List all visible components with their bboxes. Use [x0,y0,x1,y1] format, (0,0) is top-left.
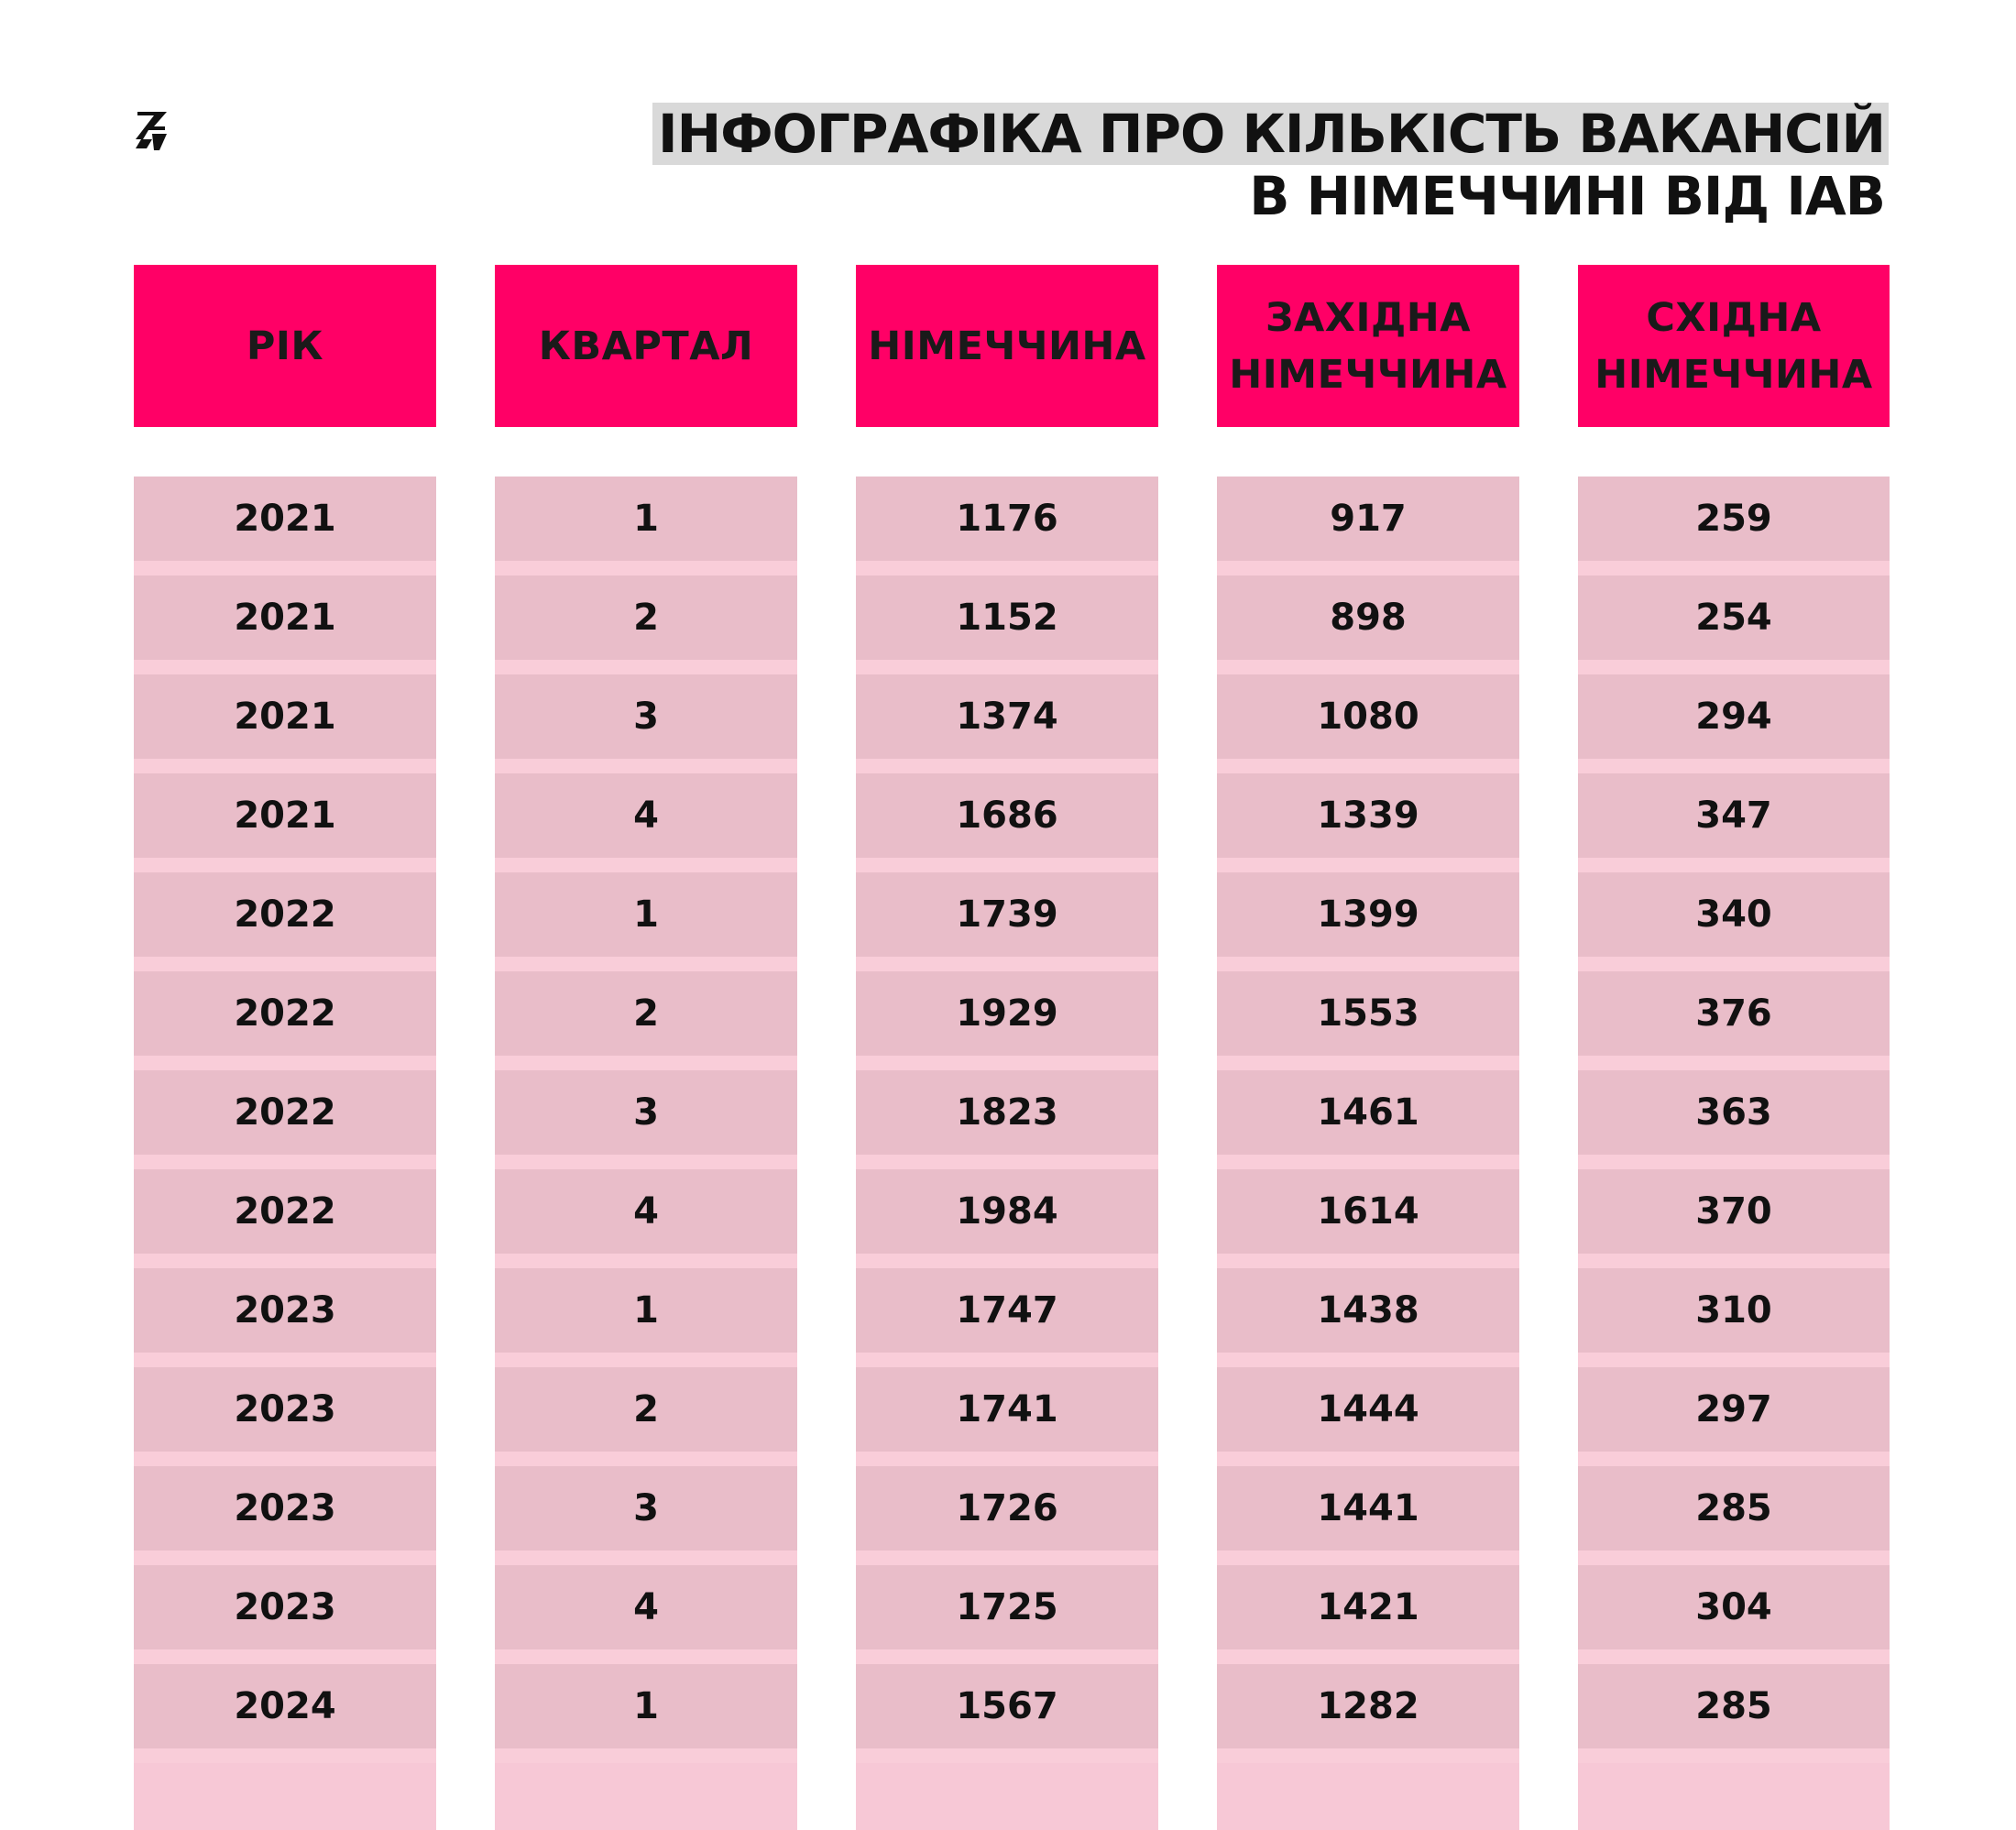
column-header [856,265,1158,427]
table-cell: 1567 [856,1664,1158,1748]
table-cell: 1441 [1217,1466,1519,1551]
table-cell: 1 [495,1664,797,1748]
table-cell: 347 [1578,773,1890,858]
table-cell: 1739 [856,872,1158,957]
table-cell: 2022 [134,971,436,1056]
column-header [1578,265,1890,427]
table-cell: 1823 [856,1070,1158,1155]
table-cell: 1080 [1217,674,1519,759]
table-cell: 1 [495,872,797,957]
table-cell: 1614 [1217,1169,1519,1254]
table-row [134,674,1890,773]
column-header [495,265,797,427]
table-cell: 1282 [1217,1664,1519,1748]
column-header-line: ЗАХІДНА [1265,294,1472,341]
table-cell: 1339 [1217,773,1519,858]
table-cell: 1176 [856,477,1158,561]
table-cell: 2 [495,575,797,660]
table-cell: 285 [1578,1664,1890,1748]
table-cell: 294 [1578,674,1890,759]
table-row [134,1565,1890,1664]
table-cell: 2 [495,971,797,1056]
table-row [134,1070,1890,1169]
table-cell: 1725 [856,1565,1158,1649]
table-cell: 310 [1578,1268,1890,1353]
z-logo-icon [134,106,170,154]
table-cell: 3 [495,1466,797,1551]
table-cell: 4 [495,1565,797,1649]
table-cell: 4 [495,773,797,858]
table-cell: 917 [1217,477,1519,561]
column-header-line: КВАРТАЛ [538,323,754,369]
table-cell: 1 [495,1268,797,1353]
title-line-1: ІНФОГРАФІКА ПРО КІЛЬКІСТЬ ВАКАНСІЙ [652,103,1889,165]
table-cell: 1421 [1217,1565,1519,1649]
table-cell: 285 [1578,1466,1890,1551]
table-cell: 259 [1578,477,1890,561]
table-cell: 1399 [1217,872,1519,957]
table-cell: 2023 [134,1466,436,1551]
table-cell: 2024 [134,1664,436,1748]
table-cell: 304 [1578,1565,1890,1649]
table-cell: 2021 [134,773,436,858]
table-row [134,773,1890,872]
table-cell: 1438 [1217,1268,1519,1353]
column-header-line: НІМЕЧЧИНА [1229,351,1507,398]
table-row [134,1664,1890,1763]
table-cell: 363 [1578,1070,1890,1155]
column-header [1217,265,1519,427]
table-cell: 1929 [856,971,1158,1056]
column-header-line: НІМЕЧЧИНА [1594,351,1873,398]
table-cell: 3 [495,674,797,759]
title-line-2: В НІМЕЧЧИНІ ВІД IAB [1249,165,1885,227]
table-row [134,1466,1890,1565]
table-cell: 2021 [134,477,436,561]
table-row [134,971,1890,1070]
column-header-line: РІК [246,323,324,369]
table-cell: 3 [495,1070,797,1155]
table-cell: 1152 [856,575,1158,660]
column-header [134,265,436,427]
table-cell: 1686 [856,773,1158,858]
table-cell: 2021 [134,575,436,660]
column-header-line: СХІДНА [1646,294,1822,341]
table-cell: 1444 [1217,1367,1519,1452]
table-row [134,477,1890,575]
table-cell: 2022 [134,1169,436,1254]
table-cell: 1553 [1217,971,1519,1056]
page-title [652,103,1889,227]
table-cell: 1461 [1217,1070,1519,1155]
table-cell: 898 [1217,575,1519,660]
table-cell: 254 [1578,575,1890,660]
table-cell: 1374 [856,674,1158,759]
vacancy-table [134,265,1890,1759]
table-cell: 2 [495,1367,797,1452]
table-cell: 1726 [856,1466,1158,1551]
table-cell: 376 [1578,971,1890,1056]
table-cell: 1 [495,477,797,561]
logo [134,106,170,154]
table-cell: 2022 [134,1070,436,1155]
table-cell: 2021 [134,674,436,759]
table-cell: 2022 [134,872,436,957]
table-cell: 2023 [134,1565,436,1649]
table-cell: 1741 [856,1367,1158,1452]
table-cell: 340 [1578,872,1890,957]
table-row [134,1169,1890,1268]
table-row [134,1367,1890,1466]
table-row [134,575,1890,674]
table-cell: 2023 [134,1367,436,1452]
table-row [134,872,1890,971]
table-cell: 2023 [134,1268,436,1353]
column-header-line: НІМЕЧЧИНА [868,323,1146,369]
table-cell: 1984 [856,1169,1158,1254]
table-cell: 297 [1578,1367,1890,1452]
table-cell: 4 [495,1169,797,1254]
table-cell: 1747 [856,1268,1158,1353]
table-cell: 370 [1578,1169,1890,1254]
table-row [134,1268,1890,1367]
